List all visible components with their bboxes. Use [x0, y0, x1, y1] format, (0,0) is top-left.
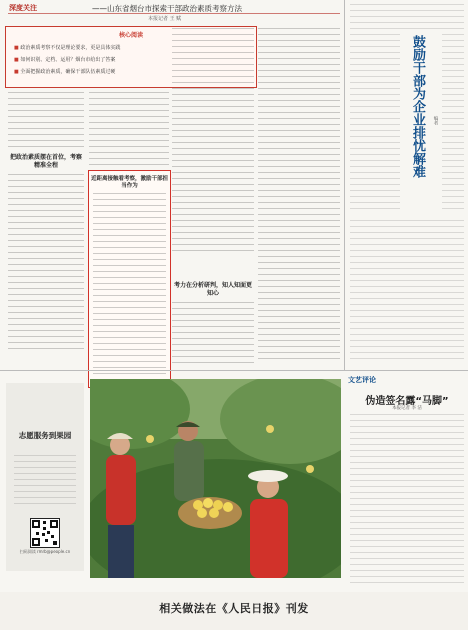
- highlight-box-title: 近距离接触看考察，激励干部担当作为: [90, 176, 168, 189]
- subhead-one: 把政治素质摆在首位，考察精准全程: [9, 154, 82, 169]
- bullet-icon: ■: [14, 69, 19, 75]
- caption-bar: [0, 592, 468, 630]
- core-reading-heading: 核心阅读: [118, 32, 143, 39]
- body-text-block: [258, 28, 340, 364]
- section-divider: [0, 370, 468, 371]
- vertical-signature: 编者: [433, 116, 438, 125]
- qr-caption: 扫码阅读 rmrb@people.cn: [19, 549, 71, 554]
- volunteer-text: [14, 455, 76, 509]
- bullet-icon: ■: [14, 45, 19, 51]
- highlight-box-text: [93, 193, 166, 381]
- article-authors: 本报记者 王 赋: [148, 16, 182, 22]
- qr-code-icon[interactable]: [30, 518, 60, 548]
- header-rule: [8, 13, 340, 14]
- essay-authors: 本报记者 李 洁: [392, 406, 422, 411]
- core-reading-item: [14, 56, 115, 63]
- section-tag: 深度关注: [9, 4, 37, 12]
- body-text-block: [442, 34, 464, 214]
- volunteer-title: 志愿服务到果园: [18, 431, 72, 440]
- highlight-box: [88, 170, 171, 388]
- core-reading-item: [14, 68, 115, 75]
- body-text-block: [350, 34, 400, 214]
- caption-text: 相关做法在《人民日报》刊发: [159, 603, 309, 615]
- core-reading-item-text: 全面把握政治素质，确保干部队伍素质过硬: [20, 69, 116, 75]
- vertical-headline: 鼓励干部为企业排忧解难: [410, 35, 425, 178]
- subhead-two: 考力在分析研判，知人知面更知心: [173, 282, 252, 297]
- core-reading-item: [14, 44, 120, 51]
- body-text-block: [350, 4, 464, 30]
- body-text-block: [8, 92, 84, 150]
- article-subtitle: ——山东省烟台市探索干部政治素质考察方法: [92, 4, 242, 13]
- body-text-block: [89, 92, 169, 166]
- column-divider: [344, 0, 345, 370]
- essay-section-tag: 文艺评论: [348, 376, 376, 384]
- core-reading-item-text: 如何识别、定档、运用？烟台市给出了答案: [20, 57, 116, 63]
- body-text-block: [8, 174, 84, 350]
- body-text-block: [350, 220, 464, 364]
- bullet-icon: ■: [14, 57, 19, 63]
- core-reading-item-text: 政治素质考察不仅是理论要求，更是具体实践: [20, 45, 121, 51]
- essay-title: 伪造签名露“马脚”: [365, 396, 449, 407]
- orchard-photo: [90, 379, 341, 578]
- body-text-block: [172, 302, 254, 364]
- volunteer-sidebar: [6, 383, 84, 571]
- body-text-block: [172, 28, 254, 254]
- essay-text: [350, 414, 464, 584]
